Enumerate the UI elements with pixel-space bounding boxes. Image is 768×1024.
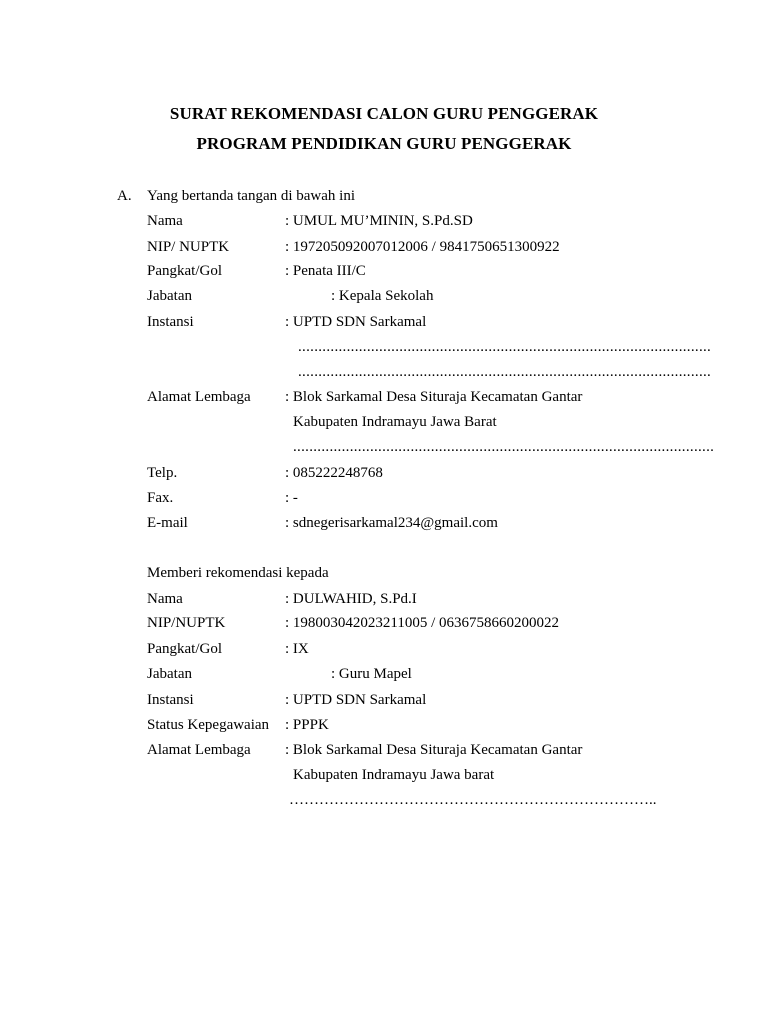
candidate-status-value: : PPPK [285,717,329,733]
signer-fax-label: Fax. [147,490,174,506]
candidate-status-label: Status Kepegawaian [147,717,270,733]
signer-instansi-label: Instansi [147,314,194,330]
dotted-line-2: ...................................................................................................... [298,364,712,380]
signer-fax-value: : - [285,490,298,506]
signer-alamat-value-2: Kabupaten Indramayu Jawa Barat [293,414,497,430]
candidate-instansi-label: Instansi [147,692,194,708]
section-a-marker: A. [117,188,132,204]
section-a-intro: Yang bertanda tangan di bawah ini [147,188,356,204]
candidate-alamat-label: Alamat Lembaga [147,742,251,758]
dotted-line-3: ........................................................................................................ [293,439,715,455]
document-title-line1: SURAT REKOMENDASI CALON GURU PENGGERAK [169,104,599,123]
candidate-nip-value: : 198003042023211005 / 0636758660200022 [285,615,560,631]
signer-nama-value: : UMUL MU’MININ, S.Pd.SD [285,213,473,229]
signer-pangkat-value: : Penata III/C [285,263,366,279]
signer-telp-value: : 085222248768 [285,465,383,481]
recommendation-intro: Memberi rekomendasi kepada [147,565,329,581]
signer-alamat-value-1: : Blok Sarkamal Desa Situraja Kecamatan Gantar [285,389,583,405]
candidate-instansi-value: : UPTD SDN Sarkamal [285,692,427,708]
signer-nip-value: : 197205092007012006 / 9841750651300922 [285,239,560,255]
dotted-line-1: ...................................................................................................... [298,339,712,355]
signer-nama-label: Nama [147,213,183,229]
signer-nip-label: NIP/ NUPTK [147,239,230,255]
signer-email-value: : sdnegerisarkamal234@gmail.com [285,515,498,531]
candidate-nama-label: Nama [147,591,183,607]
candidate-jabatan-value: : Guru Mapel [331,666,412,682]
signer-email-label: E-mail [147,515,188,531]
dotted-line-4: ……………………………………………………………….. [289,792,657,808]
candidate-nip-label: NIP/NUPTK [147,615,226,631]
signer-instansi-value: : UPTD SDN Sarkamal [285,314,427,330]
signer-jabatan-value: : Kepala Sekolah [331,288,434,304]
candidate-pangkat-label: Pangkat/Gol [147,641,222,657]
candidate-alamat-value-1: : Blok Sarkamal Desa Situraja Kecamatan Gantar [285,742,583,758]
candidate-alamat-value-2: Kabupaten Indramayu Jawa barat [293,767,495,783]
signer-jabatan-label: Jabatan [147,288,192,304]
candidate-jabatan-label: Jabatan [147,666,192,682]
signer-alamat-label: Alamat Lembaga [147,389,251,405]
candidate-nama-value: : DULWAHID, S.Pd.I [285,591,417,607]
signer-telp-label: Telp. [147,465,178,481]
candidate-pangkat-value: : IX [285,641,309,657]
document-title-line2: PROGRAM PENDIDIKAN GURU PENGGERAK [196,134,572,153]
signer-pangkat-label: Pangkat/Gol [147,263,222,279]
